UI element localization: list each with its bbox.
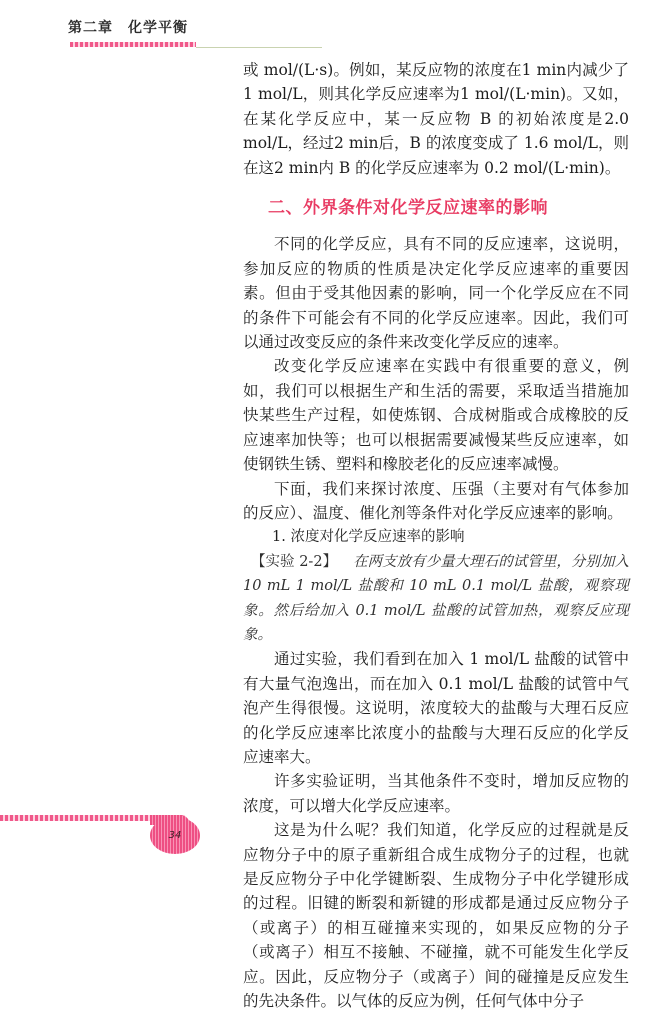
header-rule	[196, 47, 322, 48]
paragraph: 不同的化学反应，具有不同的反应速率，这说明，参加反应的物质的性质是决定化学反应速率的重要因素。但由于受其他因素的影响，同一个化学反应在不同的条件下可能会有不同的化学反应速率。因此，我们可以通过改变反应的条件来改变化学反应的速率。	[243, 235, 629, 352]
section-heading: 二、外界条件对化学反应速率的影响	[268, 198, 548, 219]
page-number-badge	[150, 817, 200, 854]
header-decorative-bar	[70, 42, 196, 47]
experiment-block	[243, 550, 629, 648]
paragraph: 许多实验证明，当其他条件不变时，增加反应物的浓度，可以增大化学反应速率。	[243, 772, 629, 815]
chapter-header: 第二章 化学平衡	[68, 20, 188, 36]
paragraph: 下面，我们来探讨浓度、压强（主要对有气体参加的反应）、温度、催化剂等条件对化学反应速率的影响。	[243, 479, 629, 522]
experiment-text: 在两支放有少量大理石的试管里，分别加入 10 mL 1 mol/L 盐酸和 10 mL 0.1 mol/L 盐酸，观察现象。然后给加入 0.1 mol/L 盐酸的试管加热，观察反应现象。	[243, 553, 629, 643]
paragraph: 改变化学反应速率在实践中有很重要的意义，例如，我们可以根据生产和生活的需要，采取适当措施加快某些生产过程，如使炼钢、合成树脂或合成橡胶的反应速率加快等；也可以根据需要减慢某些反应速率，如使钢铁生锈、塑料和橡胶老化的反应速率减慢。	[243, 357, 629, 474]
paragraph: 通过实验，我们看到在加入 1 mol/L 盐酸的试管中有大量气泡逸出，而在加入 0.1 mol/L 盐酸的试管中气泡产生得很慢。这说明，浓度较大的盐酸与大理石反应的化学反应速率比浓度小的盐酸与大理石反应的化学反应速率大。	[243, 650, 629, 766]
paragraph: 这是为什么呢？我们知道，化学反应的过程就是反应物分子中的原子重新组合成生成物分子的过程，也就是反应物分子中化学键断裂、生成物分子中化学键形成的过程。旧键的断裂和新键的形成都是通过反应物分子（或离子）的相互碰撞来实现的，如果反应物的分子（或离子）相互不接触、不碰撞，就不可能发生化学反应。因此，反应物分子（或离子）间的碰撞是反应发生的先决条件。以气体的反应为例，任何气体中分子	[243, 821, 629, 1011]
page-number: 34	[168, 830, 182, 841]
page-content	[243, 58, 629, 1013]
intro-paragraph: 或 mol/(L·s)。例如，某反应物的浓度在1 min内减少了1 mol/L，则其化学反应速率为1 mol/(L·min)。又如，在某化学反应中，某一反应物 B 的初始浓度是2.0 mol/L，经过2 min后，B 的浓度变成了 1.6 mol/L，则在这2 min内 B 的化学反应速率为 0.2 mol/(L·min)。	[243, 61, 629, 177]
subheading: 1. 浓度对化学反应速率的影响	[272, 529, 465, 546]
experiment-label: 【实验 2-2】	[251, 553, 338, 570]
